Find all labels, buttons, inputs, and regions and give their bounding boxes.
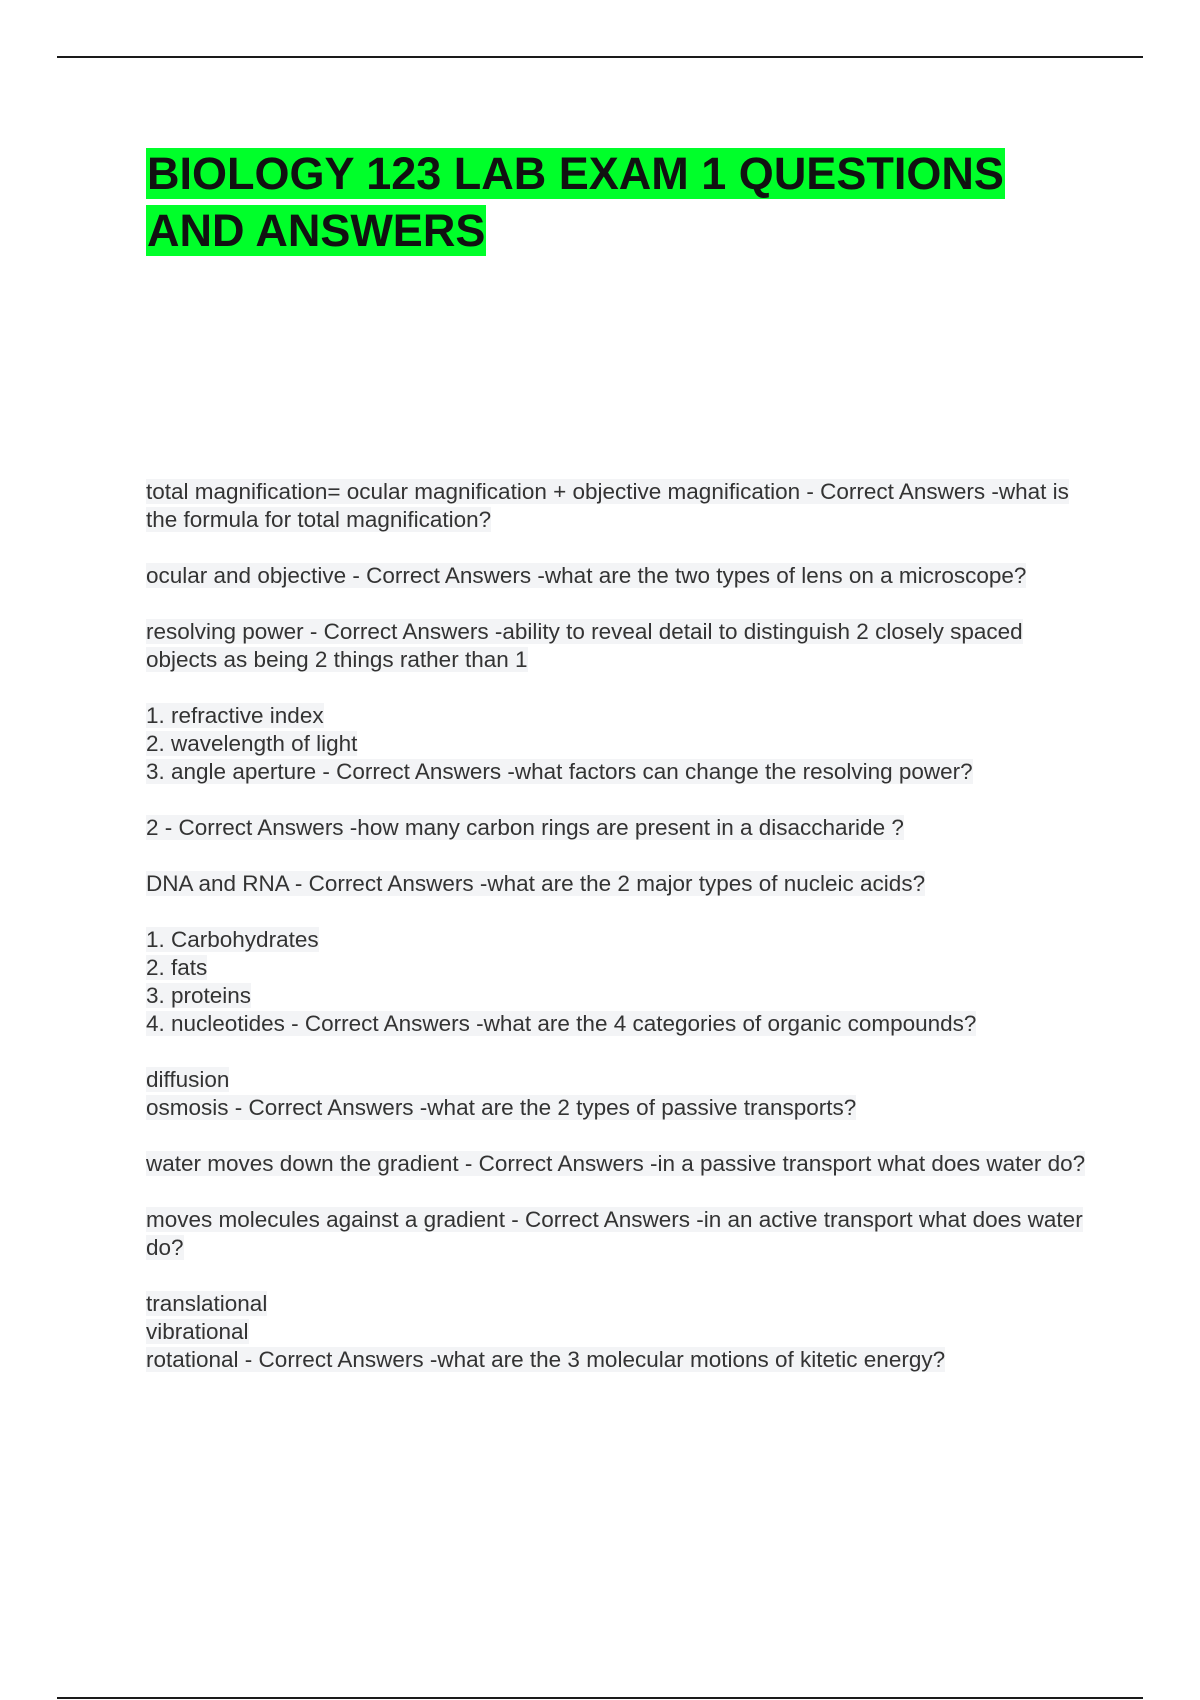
qa-line: DNA and RNA - Correct Answers -what are the 2 major types of nucleic acids? <box>146 871 926 896</box>
qa-item <box>146 870 1096 898</box>
qa-line: 1. refractive index <box>146 703 324 728</box>
qa-item <box>146 926 1096 1038</box>
qa-item <box>146 1150 1096 1178</box>
qa-line: 2 - Correct Answers -how many carbon rings are present in a disaccharide ? <box>146 815 904 840</box>
qa-item <box>146 702 1096 786</box>
qa-item <box>146 562 1096 590</box>
qa-line: translational <box>146 1291 268 1316</box>
top-rule <box>57 56 1143 58</box>
qa-line: 3. proteins <box>146 983 252 1008</box>
qa-line: 1. Carbohydrates <box>146 927 319 952</box>
qa-line: total magnification= ocular magnification + objective magnification - Correct Answers -what is the formula for total magnification? <box>146 479 1069 532</box>
title-highlight: BIOLOGY 123 LAB EXAM 1 QUESTIONS AND ANSWERS <box>147 148 1004 256</box>
qa-line: osmosis - Correct Answers -what are the 2 types of passive transports? <box>146 1095 857 1120</box>
qa-item <box>146 1290 1096 1374</box>
qa-line: moves molecules against a gradient - Correct Answers -in an active transport what does water do? <box>146 1207 1083 1260</box>
qa-item <box>146 618 1096 674</box>
qa-list <box>146 478 1096 1402</box>
qa-line: 2. wavelength of light <box>146 731 358 756</box>
qa-item <box>146 1066 1096 1122</box>
qa-line: vibrational <box>146 1319 249 1344</box>
qa-item <box>146 814 1096 842</box>
qa-item <box>146 1206 1096 1262</box>
qa-line: 4. nucleotides - Correct Answers -what are the 4 categories of organic compounds? <box>146 1011 977 1036</box>
document-title <box>146 145 1106 259</box>
qa-line: rotational - Correct Answers -what are the 3 molecular motions of kitetic energy? <box>146 1347 946 1372</box>
qa-line: diffusion <box>146 1067 230 1092</box>
qa-line: 2. fats <box>146 955 208 980</box>
qa-line: resolving power - Correct Answers -ability to reveal detail to distinguish 2 closely spaced objects as being 2 things rather than 1 <box>146 619 1023 672</box>
bottom-rule <box>57 1697 1143 1699</box>
qa-line: water moves down the gradient - Correct Answers -in a passive transport what does water do? <box>146 1151 1086 1176</box>
qa-line: ocular and objective - Correct Answers -what are the two types of lens on a microscope? <box>146 563 1027 588</box>
qa-line: 3. angle aperture - Correct Answers -what factors can change the resolving power? <box>146 759 973 784</box>
qa-item <box>146 478 1096 534</box>
